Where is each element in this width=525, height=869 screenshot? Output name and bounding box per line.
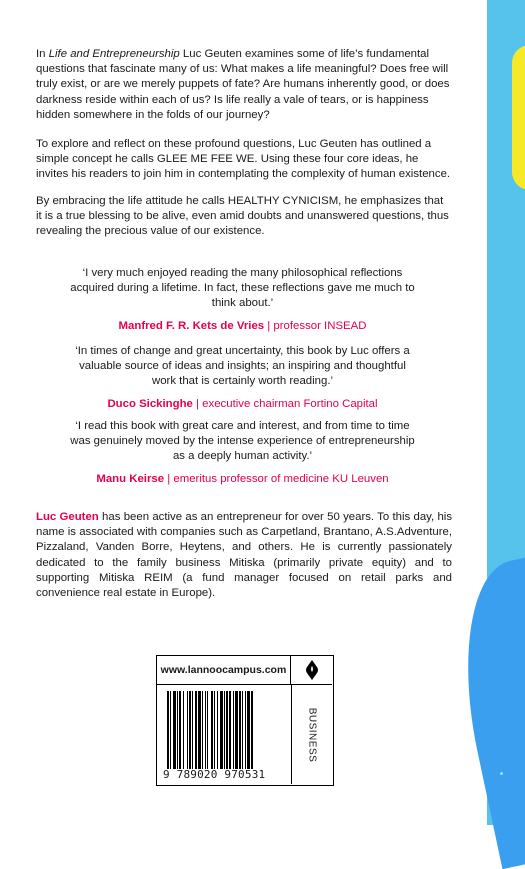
quote-author: Manfred F. R. Kets de Vries [118,319,265,332]
quote-text: ‘I very much enjoyed reading the many philosophical reflections acquired during a lifetime. In fact, these reflections gave me much to think about.’ [70,267,415,310]
book-title: Life and Entrepreneurship [48,48,180,60]
quote-text: ‘I read this book with great care and interest, and from time to time was genuinely moved by the intense experience of entrepreneurship as a deeply human activity.’ [70,420,415,463]
quote-attribution [70,319,415,334]
author-bio [36,510,452,601]
quote-attribution [70,472,415,487]
bio-text: has been active as an entrepreneur for over 50 years. To this day, his name is associated with companies such as Carpetland, Brantano, A.S.Adventure, Pizzaland, Vanden Borre, Heytens, and others. He is currently passionately dedicated to the family business Mitiska (primarily private equity) and to supporting Mitiska REIM (a fund manager focused on retail parks and convenience real estate in Europe). [36,511,453,600]
publisher-logo [291,656,332,685]
barcode-digits: 9 789020 970531 [163,768,266,781]
spine-dot [500,772,503,775]
quote-role: | emeritus professor of medicine KU Leuven [164,472,389,485]
cynicism-paragraph: By embracing the life attitude he calls HEALTHY CYNICISM, he emphasizes that it is a true blessing to be alive, even amid doubts and unanswered questions, thus revealing the precious value of our existence. [36,195,449,238]
publisher-logo-icon [305,660,319,680]
concept-paragraph: To explore and reflect on these profound questions, Luc Geuten has outlined a simple concept he calls GLEE ME FEE WE. Using these four core ideas, he invites his readers to join him in contemplating the complexity of human existence. [36,138,451,181]
intro-paragraph: In Life and Entrepreneurship Luc Geuten examines some of life’s fundamental questions that fascinate many of us: What makes a life meaningful? Does free will truly exist, or are we merely puppets of fate? Are humans inherently good, or does darkness reside within each of us? Is life really a vale of tears, or is happiness hidden somewhere in the folds of our journey? [36,48,450,121]
isbn-box [156,655,334,786]
quote-role: | executive chairman Fortino Capital [192,397,378,410]
quote-3 [70,419,415,487]
spine-blue-shape [440,551,525,869]
category-label [291,685,332,784]
quote-author: Duco Sickinghe [107,397,193,410]
category-text: BUSINESS [306,707,318,762]
bio-author-name: Luc Geuten [36,511,99,523]
quote-role: | professor INSEAD [264,319,367,332]
publisher-url: www.lannoocampus.com [157,656,291,685]
quote-author: Manu Keirse [96,472,165,485]
quote-text: ‘In times of change and great uncertainty, this book by Luc offers a valuable source of ideas and insights; an inspiring and thoughtful work that is certainly worth reading.’ [75,345,410,388]
barcode [167,691,283,769]
quote-attribution [70,397,415,412]
spine-yellow-shape [512,45,525,190]
quote-1 [70,266,415,334]
quote-2 [70,344,415,412]
